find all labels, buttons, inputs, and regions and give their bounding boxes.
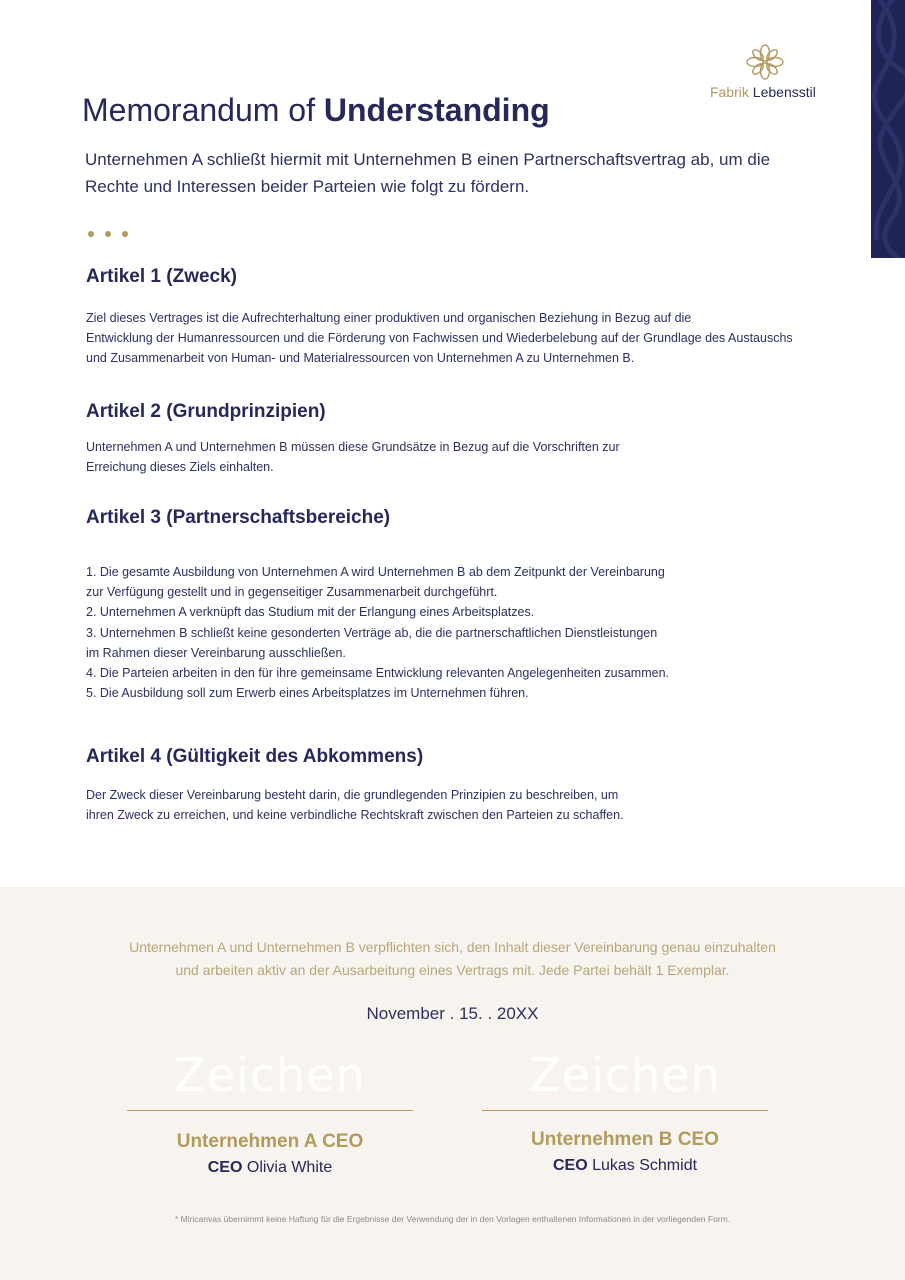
ellipsis-divider bbox=[88, 224, 139, 242]
signature-block-b bbox=[482, 1042, 768, 1175]
signer-name: Lukas Schmidt bbox=[592, 1157, 698, 1174]
article-4-line: ihren Zweck zu erreichen, und keine verbindliche Rechtskraft zwischen den Parteien zu schaffen. bbox=[86, 808, 624, 823]
closing-line-2: und arbeiten aktiv an der Ausarbeitung eines Vertrags mit. Jede Partei behält 1 Exemplar. bbox=[175, 962, 730, 978]
article-2-body bbox=[86, 437, 620, 477]
logo-word-2: Lebensstil bbox=[752, 84, 816, 100]
closing-line-1: Unternehmen A und Unternehmen B verpflichten sich, den Inhalt dieser Vereinbarung genau einzuhalten bbox=[129, 939, 776, 955]
article-3-line: 3. Unternehmen B schließt keine gesonderten Verträge ab, die die partnerschaftlichen Dienstleistungen bbox=[86, 625, 658, 640]
article-2-line: Unternehmen A und Unternehmen B müssen diese Grundsätze in Bezug auf die Vorschriften zur bbox=[86, 440, 620, 454]
document-title bbox=[82, 92, 550, 129]
signature-mark: Zeichen bbox=[174, 1048, 366, 1102]
signature-block-a bbox=[127, 1042, 413, 1177]
signer-company: Unternehmen B CEO bbox=[531, 1129, 719, 1150]
title-regular: Memorandum of bbox=[82, 92, 315, 128]
article-3-line: 2. Unternehmen A verknüpft das Studium mit der Erlangung eines Arbeitsplatzes. bbox=[86, 605, 535, 620]
article-2-heading: Artikel 2 (Grundprinzipien) bbox=[86, 401, 326, 422]
divider-dot bbox=[122, 231, 128, 237]
article-1-body bbox=[86, 308, 793, 369]
flower-ornament-icon bbox=[746, 44, 784, 80]
signer-role: CEO bbox=[207, 1159, 243, 1176]
article-2-line: Erreichung dieses Ziels einhalten. bbox=[86, 460, 274, 475]
article-4-heading: Artikel 4 (Gültigkeit des Abkommens) bbox=[86, 746, 424, 767]
article-3-line: im Rahmen dieser Vereinbarung ausschließen. bbox=[86, 645, 346, 660]
article-3-body bbox=[86, 562, 669, 703]
divider-dot bbox=[105, 231, 111, 237]
decorative-side-strip bbox=[871, 0, 905, 258]
article-3-line: zur Verfügung gestellt und in gegenseitiger Zusammenarbeit durchgeführt. bbox=[86, 585, 498, 600]
article-3-line: 1. Die gesamte Ausbildung von Unternehmen A wird Unternehmen B ab dem Zeitpunkt der Vereinbarung bbox=[86, 565, 665, 579]
article-4-line: Der Zweck dieser Vereinbarung besteht darin, die grundlegenden Prinzipien zu beschreiben, um bbox=[86, 788, 619, 802]
signature-mark: Zeichen bbox=[529, 1048, 721, 1102]
signer-person bbox=[127, 1159, 413, 1177]
article-3-heading: Artikel 3 (Partnerschaftsbereiche) bbox=[86, 507, 391, 528]
article-1-line: Entwicklung der Humanressourcen und die Förderung von Fachwissen und Wiederbelebung auf der Grundlage des Austauschs bbox=[86, 331, 793, 346]
article-1-heading: Artikel 1 (Zweck) bbox=[86, 266, 237, 287]
signature-panel bbox=[0, 887, 905, 1280]
signer-name: Olivia White bbox=[246, 1159, 333, 1176]
agreement-date: November . 15. . 20XX bbox=[366, 1004, 539, 1023]
article-3-line: 5. Die Ausbildung soll zum Erwerb eines Arbeitsplatzes im Unternehmen führen. bbox=[86, 686, 529, 701]
divider-dot bbox=[88, 231, 94, 237]
brand-logo bbox=[700, 44, 830, 100]
signer-person bbox=[482, 1157, 768, 1175]
logo-word-1: Fabrik bbox=[710, 84, 749, 100]
signature-line bbox=[482, 1110, 768, 1111]
intro-paragraph: Unternehmen A schließt hiermit mit Unternehmen B einen Partnerschaftsvertrag ab, um die Rechte und Interessen beider Parteien wie folgt zu fördern. bbox=[85, 150, 771, 196]
disclaimer-note: * Miricanvas übernimmt keine Haftung für die Ergebnisse der Verwendung der in den Vorlagen enthaltenen Informationen in der vorliegenden Form. bbox=[174, 1214, 731, 1224]
article-1-line: und Zusammenarbeit von Human- und Materialressourcen von Unternehmen A zu Unternehmen B. bbox=[86, 351, 635, 366]
title-bold: Understanding bbox=[323, 92, 550, 128]
closing-statement bbox=[60, 936, 845, 982]
article-4-body bbox=[86, 785, 624, 825]
signature-line bbox=[127, 1110, 413, 1111]
signer-company: Unternehmen A CEO bbox=[176, 1131, 364, 1152]
article-1-line: Ziel dieses Vertrages ist die Aufrechterhaltung einer produktiven und organischen Beziehung in Bezug auf die bbox=[86, 311, 692, 325]
article-3-line: 4. Die Parteien arbeiten in den für ihre gemeinsame Entwicklung relevanten Angelegenheiten zusammen. bbox=[86, 666, 669, 681]
signer-role: CEO bbox=[552, 1157, 588, 1174]
logo-wordmark bbox=[710, 84, 816, 100]
